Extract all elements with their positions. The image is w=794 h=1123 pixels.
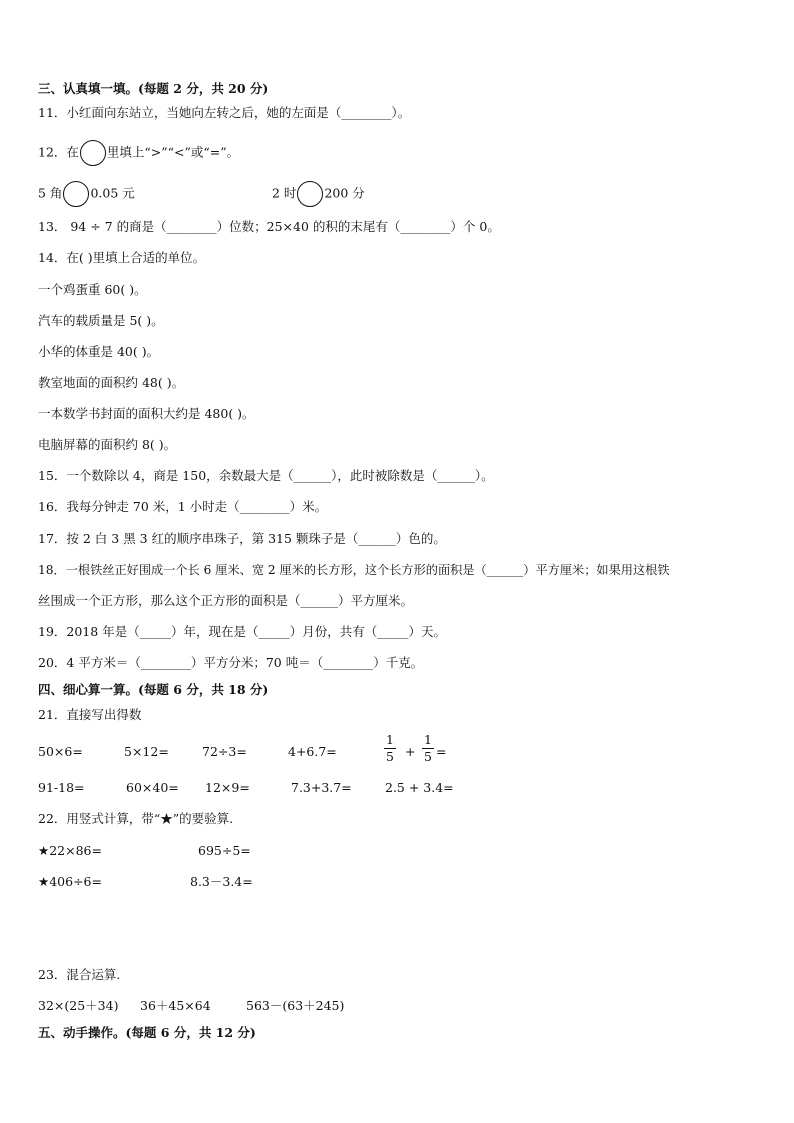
q12-compare-b — [272, 181, 365, 207]
q14-item: 一个鸡蛋重 60( )。 — [38, 282, 147, 297]
section-4-title: 四、细心算一算。(每题 6 分，共 18 分) — [38, 682, 269, 697]
mixed-calc-item: 36＋45×64 — [140, 998, 211, 1013]
vertical-calc-item: ★22×86= — [38, 843, 102, 858]
fraction — [384, 732, 396, 765]
question-19: 19．2018 年是（_____）年，现在是（_____）月份，共有（_____）天。 — [38, 624, 446, 639]
vertical-calc-item: ★406÷6= — [38, 874, 102, 889]
fraction-denominator: 5 — [424, 749, 432, 764]
circle-blank[interactable] — [63, 181, 89, 207]
q12-compare-a — [38, 181, 135, 207]
question-11: 11．小红面向东站立，当她向左转之后，她的左面是（________）。 — [38, 105, 411, 120]
circle-blank[interactable] — [297, 181, 323, 207]
question-14-title: 14．在( )里填上合适的单位。 — [38, 250, 206, 265]
calc-item: 2.5 + 3.4= — [385, 780, 454, 795]
question-13: 13． 94 ÷ 7 的商是（________）位数；25×40 的积的末尾有（________）个 0。 — [38, 219, 500, 234]
q14-item: 小华的体重是 40( )。 — [38, 344, 160, 359]
q12-a-left: 5 角 — [38, 185, 63, 201]
calc-item: 72÷3= — [202, 744, 247, 759]
question-22-title: 22．用竖式计算，带“★”的要验算. — [38, 811, 234, 826]
q14-item: 一本数学书封面的面积大约是 480( )。 — [38, 406, 255, 421]
mixed-calc-item: 563－(63＋245) — [246, 998, 345, 1013]
equals-sign: = — [436, 744, 447, 759]
q14-item: 电脑屏幕的面积约 8( )。 — [38, 437, 177, 452]
vertical-calc-item: 695÷5= — [198, 843, 251, 858]
question-15: 15．一个数除以 4，商是 150，余数最大是（______），此时被除数是（______）。 — [38, 468, 494, 483]
section-5-title: 五、动手操作。(每题 6 分，共 12 分) — [38, 1025, 256, 1040]
q14-item: 教室地面的面积约 48( )。 — [38, 375, 185, 390]
circle-blank — [80, 140, 106, 166]
calc-item: 12×9= — [205, 780, 250, 795]
q12-a-right: 0.05 元 — [90, 185, 135, 201]
question-18-line1: 18．一根铁丝正好围成一个长 6 厘米、宽 2 厘米的长方形，这个长方形的面积是（______）平方厘米；如果用这根铁 — [38, 563, 670, 577]
calc-item: 60×40= — [126, 780, 179, 795]
question-16: 16．我每分钟走 70 米，1 小时走（________）米。 — [38, 499, 328, 514]
section-3-title: 三、认真填一填。(每题 2 分，共 20 分) — [38, 81, 269, 96]
question-20: 20．4 平方米＝（________）平方分米；70 吨＝（________）千克。 — [38, 655, 424, 670]
q12-suffix: 里填上“>”“<”或“=”。 — [106, 144, 240, 160]
question-23-title: 23．混合运算. — [38, 967, 121, 982]
fraction-numerator: 1 — [386, 732, 394, 747]
calc-item: 4+6.7= — [288, 744, 337, 759]
mixed-calc-item: 32×(25＋34) — [38, 998, 119, 1013]
calc-item: 50×6= — [38, 744, 83, 759]
fraction-denominator: 5 — [386, 749, 394, 764]
question-12 — [38, 140, 239, 166]
question-21-title: 21．直接写出得数 — [38, 707, 142, 722]
question-17: 17．按 2 白 3 黑 3 红的顺序串珠子，第 315 颗珠子是（______）色的。 — [38, 531, 446, 546]
calc-item: 7.3+3.7= — [291, 780, 352, 795]
q14-item: 汽车的载质量是 5( )。 — [38, 313, 164, 328]
q12-prefix: 12．在 — [38, 144, 79, 160]
plus-sign: + — [405, 744, 416, 759]
calc-item: 91-18= — [38, 780, 85, 795]
q12-b-left: 2 时 — [272, 185, 297, 201]
calc-item: 5×12= — [124, 744, 169, 759]
fraction — [422, 732, 434, 765]
question-18-line2: 丝围成一个正方形，那么这个正方形的面积是（______）平方厘米。 — [38, 593, 414, 608]
fraction-numerator: 1 — [424, 732, 432, 747]
q12-b-right: 200 分 — [324, 185, 365, 201]
vertical-calc-item: 8.3－3.4= — [190, 874, 253, 889]
